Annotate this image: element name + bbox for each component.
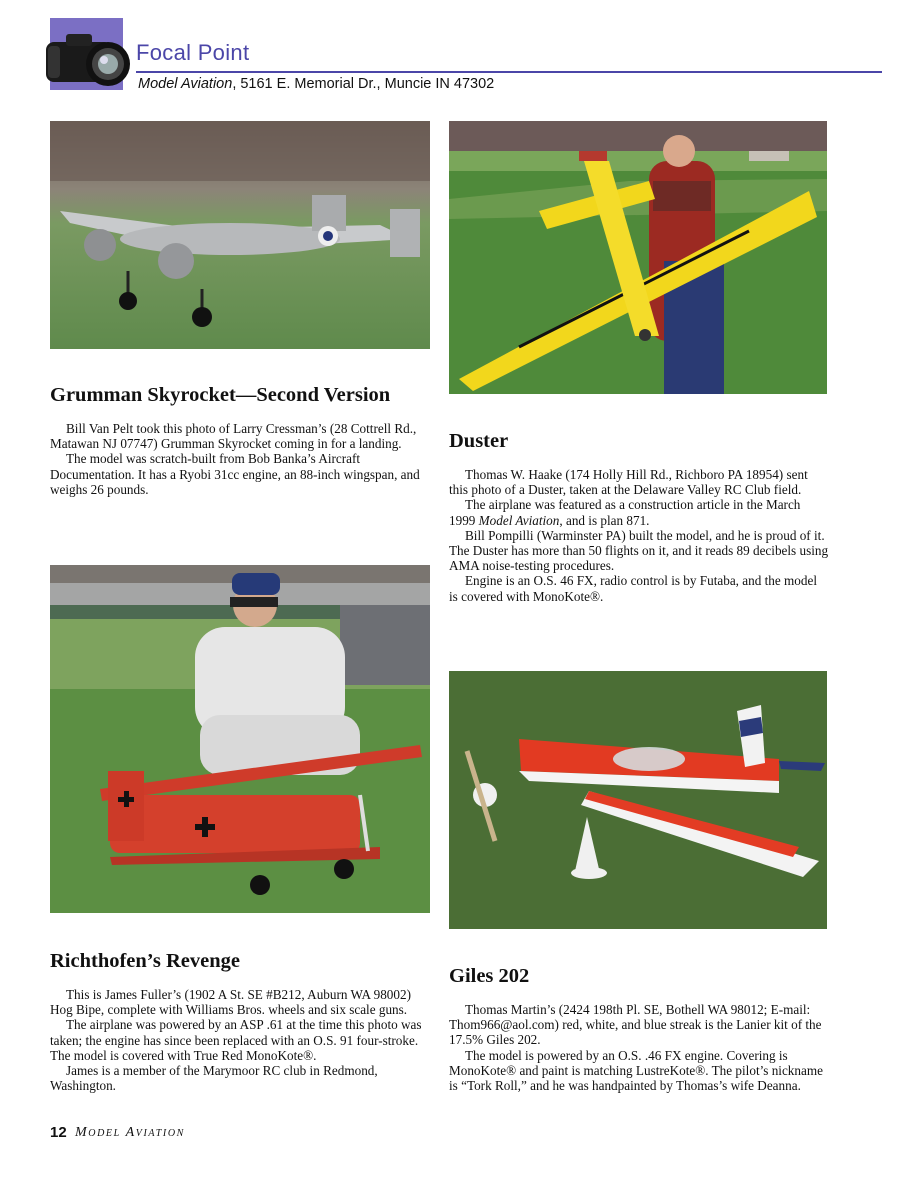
article-paragraph: The airplane was powered by an ASP .61 at the time this photo was taken; the engine has since been replaced with an O.S. 91 four-stroke. The model is covered with True Red MonoKote®. bbox=[50, 1017, 422, 1063]
article-title: Duster bbox=[449, 430, 509, 452]
article-giles bbox=[449, 965, 829, 1093]
article-skyrocket bbox=[50, 384, 430, 497]
article-richthofen bbox=[50, 950, 430, 1093]
section-title: Focal Point bbox=[136, 40, 250, 65]
magazine-footer: Model Aviation bbox=[75, 1125, 185, 1140]
photo-skyrocket bbox=[50, 121, 430, 349]
article-title: Grumman Skyrocket—Second Version bbox=[50, 384, 391, 406]
article-title: Giles 202 bbox=[449, 965, 530, 987]
article-paragraph: The airplane was featured as a construction article in the March 1999 Model Aviation, and is plan 871. bbox=[449, 497, 801, 528]
article-paragraph: The model is powered by an O.S. .46 FX engine. Covering is MonoKote® and paint is matching LustreKote®. The pilot’s nickname is “Tork Roll,” and he was handpainted by Thomas’s wife Deanna. bbox=[449, 1047, 823, 1094]
address-line bbox=[138, 76, 494, 92]
page-number: 12 bbox=[50, 1124, 67, 1141]
address-text: , 5161 E. Memorial Dr., Muncie IN 47302 bbox=[232, 76, 495, 92]
article-paragraph: This is James Fuller’s (1902 A St. SE #B212, Auburn WA 98002) Hog Bipe, complete with Williams Bros. wheels and six scale guns. bbox=[50, 987, 411, 1018]
photo-duster bbox=[449, 121, 827, 394]
article-paragraph: James is a member of the Marymoor RC club in Redmond, Washington. bbox=[50, 1063, 378, 1094]
article-paragraph: The model was scratch-built from Bob Banka’s Aircraft Documentation. It has a Ryobi 31cc engine, an 88-inch wingspan, and weighs 26 pounds. bbox=[50, 451, 420, 497]
camera-icon bbox=[42, 28, 134, 86]
article-paragraph: Thomas Martin’s (2424 198th Pl. SE, Bothell WA 98012; E-mail: Thom966@aol.com) red, white, and blue streak is the Lanier kit of the 17.5% Giles 202. bbox=[449, 1002, 822, 1048]
article-paragraph: Thomas W. Haake (174 Holly Hill Rd., Richboro PA 18954) sent this photo of a Duster, taken at the Delaware Valley RC Club field. bbox=[449, 467, 808, 498]
article-duster bbox=[449, 430, 829, 604]
article-paragraph: Bill Van Pelt took this photo of Larry Cressman’s (28 Cottrell Rd., Matawan NJ 07747) Grumman Skyrocket coming in for a landing. bbox=[50, 421, 417, 452]
photo-giles bbox=[449, 671, 827, 929]
article-paragraph: Engine is an O.S. 46 FX, radio control is by Futaba, and the model is covered with MonoKote®. bbox=[449, 573, 817, 604]
header-rule bbox=[136, 71, 882, 73]
address-publication: Model Aviation bbox=[138, 76, 233, 92]
magazine-name: Model Aviation bbox=[478, 512, 560, 528]
photo-richthofen bbox=[50, 565, 430, 913]
article-paragraph: Bill Pompilli (Warminster PA) built the model, and he is proud of it. The Duster has more than 50 flights on it, and it reads 89 decibels using AMA noise-testing procedures. bbox=[449, 527, 829, 574]
article-title: Richthofen’s Revenge bbox=[50, 950, 240, 972]
